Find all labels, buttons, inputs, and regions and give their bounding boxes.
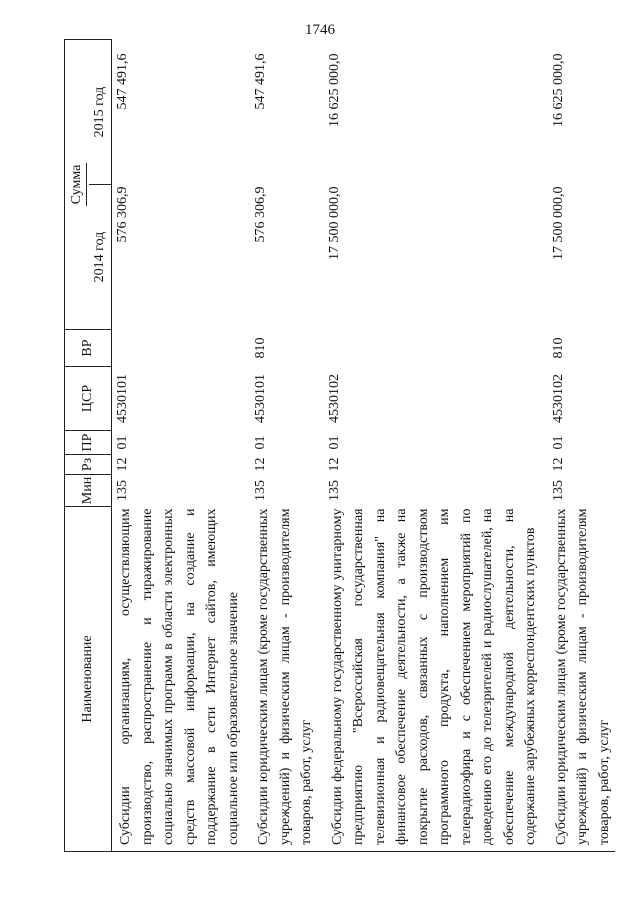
row-csr: 4530101 <box>253 374 268 423</box>
row-sum-2014: 576 306,9 <box>115 186 130 243</box>
table-row <box>250 40 324 852</box>
budget-table <box>64 39 615 852</box>
page-number: 1746 <box>305 22 335 38</box>
row-pr: 01 <box>550 435 566 450</box>
table-row <box>324 40 548 852</box>
header-name: Наименование <box>65 507 112 852</box>
row-name: Субсидии федеральному государственному унитарному предприятию "Всероссийская государственная телевизионная и радиовещательная компания" на финансовое обеспечение деятельности, а также на покрытие расходов, связанных с производством программного продукта, наполнением им телерадиоэфира и с обеспечением мероприятий по доведению его до телезрителей и радиослушателей, на обеспечение международной деятельности, на содержание зарубежных корреспондентских пунктов <box>324 507 548 852</box>
header-summa: Сумма <box>68 163 87 207</box>
header-2015: 2015 год <box>89 40 112 185</box>
row-sum-2014: 17 500 000,0 <box>550 186 566 260</box>
row-csr: 4530102 <box>326 374 342 423</box>
row-name: Субсидии юридическим лицам (кроме государственных учреждений) и физическим лицам - производителям товаров, работ, услуг <box>250 507 324 852</box>
table-row <box>548 40 616 852</box>
row-sum-2015: 547 491,6 <box>253 53 268 110</box>
row-name: Субсидии организациям, осуществляющим производство, распространение и тиражирование социально значимых программ в области электронных средств массовой информации, на создание и поддержание в сети Интернет сайтов, имеющих социальное или образовательное значение <box>112 507 251 852</box>
row-vr <box>112 330 251 367</box>
row-pr: 01 <box>253 435 268 450</box>
header-rz: Рз <box>65 455 112 475</box>
header-csr: ЦСР <box>65 367 112 431</box>
row-sum-2015: 547 491,6 <box>115 53 130 110</box>
row-vr: 810 <box>253 337 268 359</box>
header-2014: 2014 год <box>89 185 112 330</box>
row-sum-2014: 576 306,9 <box>253 186 268 243</box>
row-vr <box>324 330 548 367</box>
row-min: 135 <box>326 480 342 501</box>
row-pr: 01 <box>326 435 342 450</box>
header-vr: ВР <box>65 330 112 367</box>
row-rz: 12 <box>253 457 268 472</box>
row-min: 135 <box>550 480 566 501</box>
row-sum-2014: 17 500 000,0 <box>326 186 342 260</box>
row-name: Субсидии юридическим лицам (кроме государственных учреждений) и физическим лицам - производителям товаров, работ, услуг <box>548 507 616 852</box>
rotated-page-content <box>64 40 612 852</box>
table-row <box>112 40 251 852</box>
row-min: 135 <box>115 480 130 501</box>
row-rz: 12 <box>550 457 566 472</box>
header-summa-cell <box>65 40 90 330</box>
header-pr: ПР <box>65 431 112 455</box>
row-csr: 4530101 <box>115 374 130 423</box>
row-vr: 810 <box>550 337 566 359</box>
row-rz: 12 <box>115 457 130 472</box>
row-rz: 12 <box>326 457 342 472</box>
row-sum-2015: 16 625 000,0 <box>550 53 566 127</box>
row-sum-2015: 16 625 000,0 <box>326 53 342 127</box>
header-min: Мин <box>65 475 112 507</box>
row-min: 135 <box>253 480 268 501</box>
row-pr: 01 <box>115 435 130 450</box>
row-csr: 4530102 <box>550 374 566 423</box>
